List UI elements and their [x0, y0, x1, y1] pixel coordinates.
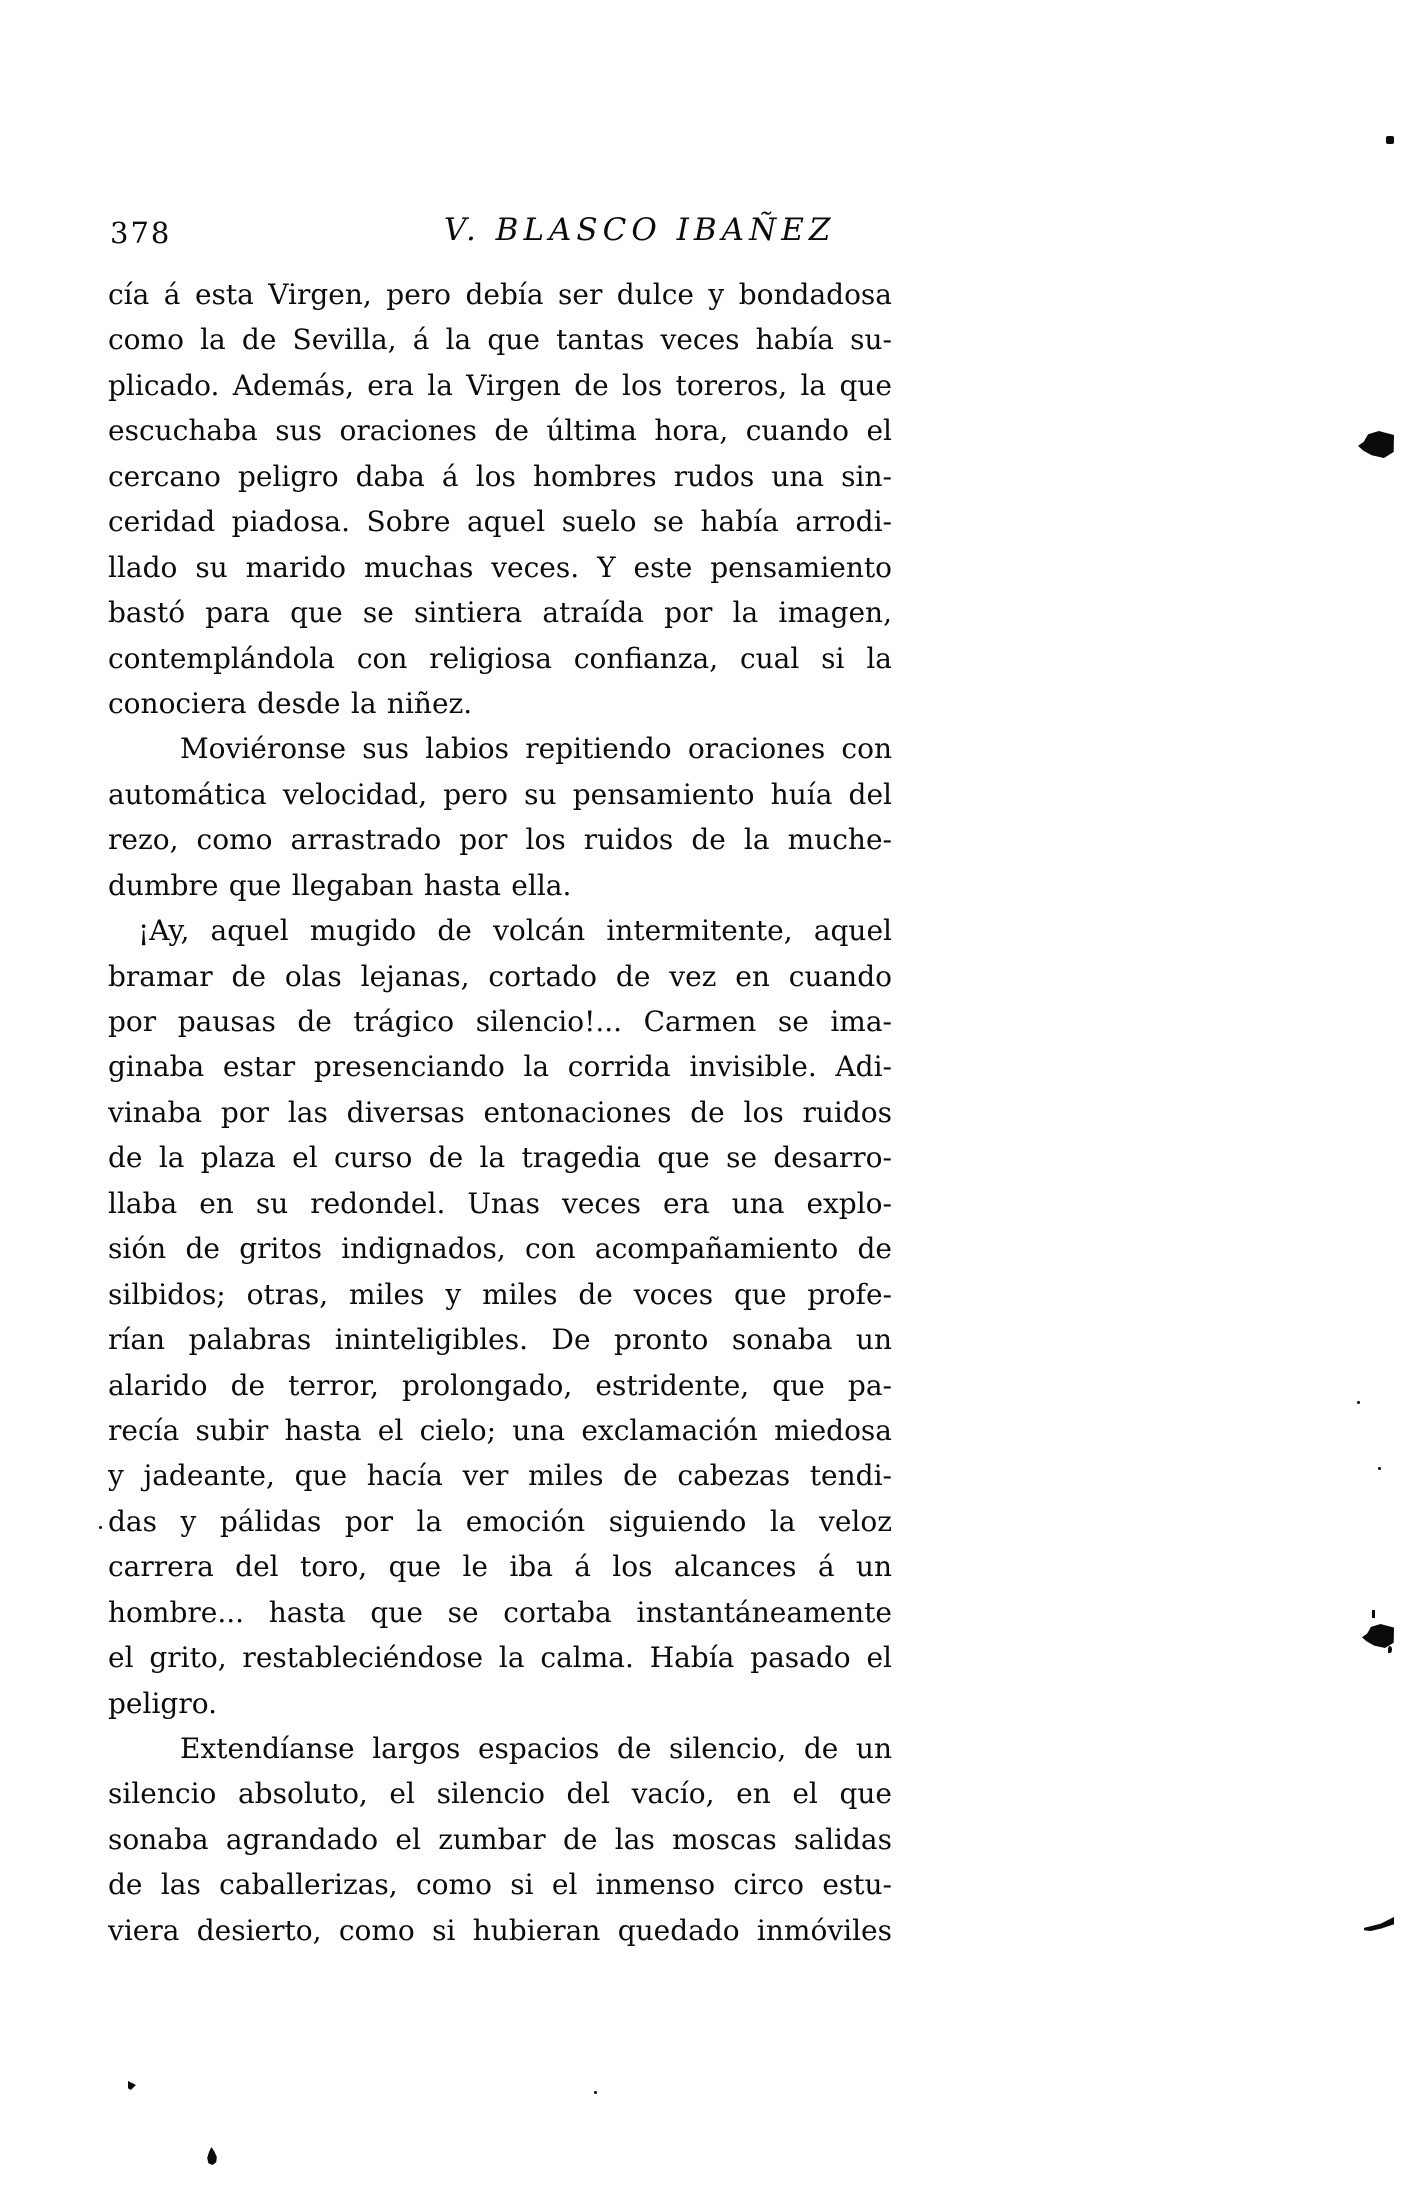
ink-dot: [1386, 136, 1394, 144]
text-line: carrera del toro, que le iba á los alcances á un: [108, 1550, 892, 1584]
ink-dot: [1357, 1401, 1360, 1404]
text-line: ¡Ay, aquel mugido de volcán intermitente, aquel: [138, 914, 892, 948]
ink-speck: [1388, 1646, 1392, 1653]
text-line: hombre... hasta que se cortaba instantáneamente: [108, 1595, 892, 1629]
text-line: rían palabras ininteligibles. De pronto sonaba un: [108, 1323, 892, 1357]
text-line: Extendíanse largos espacios de silencio, de un: [180, 1732, 892, 1765]
text-line: sonaba agrandado el zumbar de las moscas salidas: [108, 1822, 892, 1856]
text-line: ginaba estar presenciando la corrida invisible. Adi-: [108, 1050, 892, 1084]
text-line: contemplándola con religiosa confianza, cual si la: [108, 641, 892, 675]
text-line: vinaba por las diversas entonaciones de los ruidos: [108, 1095, 892, 1129]
text-line: llaba en su redondel. Unas veces era una explo-: [108, 1186, 892, 1220]
ink-blot-small: [206, 2147, 218, 2165]
text-line: bramar de olas lejanas, cortado de vez en cuando: [108, 959, 892, 993]
ink-blot: [1358, 431, 1394, 458]
ink-smudge: [1364, 1917, 1394, 1931]
running-header: V. BLASCO IBAÑEZ: [444, 212, 836, 248]
text-line: cercano peligro daba á los hombres rudos una sin-: [108, 459, 892, 493]
text-line: plicado. Además, era la Virgen de los toreros, la que: [108, 368, 892, 402]
text-line: escuchaba sus oraciones de última hora, cuando el: [108, 414, 892, 448]
ink-dot: [99, 1526, 102, 1529]
ink-tick: [1372, 1610, 1375, 1618]
text-line: rezo, como arrastrado por los ruidos de la muche-: [108, 823, 892, 857]
text-line: de la plaza el curso de la tragedia que se desarro-: [108, 1141, 892, 1175]
text-line: Moviéronse sus labios repitiendo oraciones con: [180, 732, 892, 766]
text-line: por pausas de trágico silencio!... Carmen se ima-: [108, 1005, 892, 1038]
text-line: automática velocidad, pero su pensamiento huía del: [108, 777, 892, 811]
text-line: sión de gritos indignados, con acompañamiento de: [108, 1232, 892, 1266]
text-line: peligro.: [108, 1686, 217, 1720]
text-line: das y pálidas por la emoción siguiendo la veloz: [108, 1504, 892, 1538]
text-line: recía subir hasta el cielo; una exclamación miedosa: [108, 1413, 892, 1447]
text-line: cía á esta Virgen, pero debía ser dulce y bondadosa: [108, 278, 892, 311]
text-line: ceridad piadosa. Sobre aquel suelo se había arrodi-: [108, 505, 892, 539]
text-line: alarido de terror, prolongado, estridente, que pa-: [108, 1368, 892, 1402]
text-line: como la de Sevilla, á la que tantas veces había su-: [108, 323, 892, 357]
text-line: viera desierto, como si hubieran quedado inmóviles: [108, 1913, 892, 1947]
text-line: de las caballerizas, como si el inmenso circo estu-: [108, 1868, 892, 1902]
text-line: bastó para que se sintiera atraída por la imagen,: [108, 596, 892, 630]
text-line: dumbre que llegaban hasta ella.: [108, 868, 572, 902]
ink-dot: [594, 2091, 597, 2094]
text-line: y jadeante, que hacía ver miles de cabezas tendi-: [108, 1459, 892, 1493]
ink-speck: [128, 2081, 136, 2090]
text-line: conociera desde la niñez.: [108, 686, 473, 720]
text-line: llado su marido muchas veces. Y este pensamiento: [108, 550, 892, 584]
page-number: 378: [110, 216, 172, 250]
text-line: el grito, restableciéndose la calma. Había pasado el: [108, 1641, 892, 1675]
text-line: silencio absoluto, el silencio del vacío, en el que: [108, 1777, 892, 1811]
body-text: [108, 272, 892, 1953]
ink-blot: [1362, 1624, 1394, 1648]
text-line: silbidos; otras, miles y miles de voces que profe-: [108, 1277, 892, 1311]
ink-dot: [1378, 1467, 1381, 1470]
